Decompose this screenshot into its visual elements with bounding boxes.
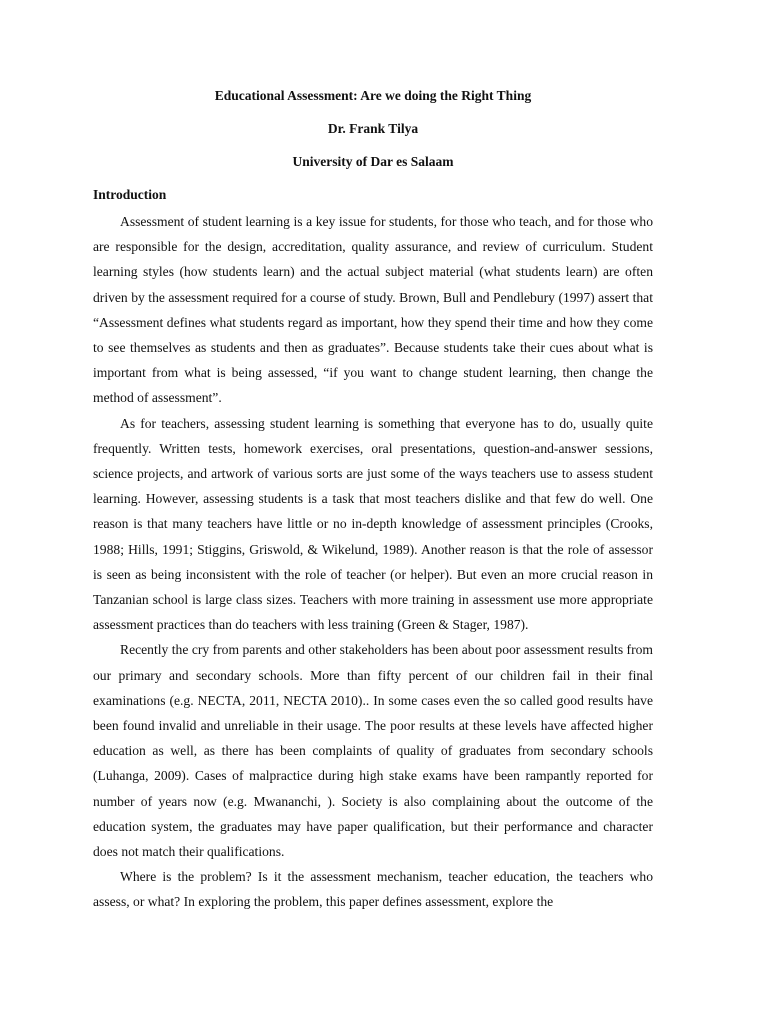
document-title: Educational Assessment: Are we doing the Right Thing [214,88,532,103]
paragraph-3: Recently the cry from parents and other stakeholders has been about poor assessment results from our primary and secondary schools. More than fifty percent of our children fail in their final examinations (e.g. NECTA, 2011, NECTA 2010).. In some cases even the so called good results have been found invalid and unreliable in their usage. The poor results at these levels have affected higher education as well, as there has been complaints of quality of graduates from secondary schools (Luhanga, 2009). Cases of malpractice during high stake exams have been rampantly reported for number of years now (e.g. Mwananchi, ). Society is also complaining about the outcome of the education system, the graduates may have paper qualification, but their performance and character does not match their qualifications. [93,642,653,860]
paragraph-1: Assessment of student learning is a key issue for students, for those who teach, and for those who are responsible for the design, accreditation, quality assurance, and review of curriculum. Student learning styles (how students learn) and the actual subject material (what students learn) are often driven by the assessment required for a course of study. Brown, Bull and Pendlebury (1997) assert that “Assessment defines what students regard as important, how they spend their time and how they come to see themselves as students and then as graduates”. Because students take their cues about what is important from what is being assessed, “if you want to change student learning, then change the method of assessment”. [93,214,653,406]
section-heading-introduction: Introduction [93,187,167,202]
paragraph-4: Where is the problem? Is it the assessment mechanism, teacher education, the teachers who assess, or what? In exploring the problem, this paper defines assessment, explore the [93,869,653,910]
document-body [93,86,653,915]
author-name: Dr. Frank Tilya [327,121,419,136]
paragraph-2: As for teachers, assessing student learning is something that everyone has to do, usually quite frequently. Written tests, homework exercises, oral presentations, question-and-answer sessions, science projects, and artwork of various sorts are just some of the ways teachers use to assess student learning. However, assessing students is a task that most teachers dislike and that few do well. One reason is that many teachers have little or no in-depth knowledge of assessment principles (Crooks, 1988; Hills, 1991; Stiggins, Griswold, & Wikelund, 1989). Another reason is that the role of assessor is seen as being inconsistent with the role of teacher (or helper). But even an more crucial reason in Tanzanian school is large class sizes. Teachers with more training in assessment use more appropriate assessment practices than do teachers with less training (Green & Stager, 1987). [93,415,653,633]
institution-name: University of Dar es Salaam [292,154,454,169]
